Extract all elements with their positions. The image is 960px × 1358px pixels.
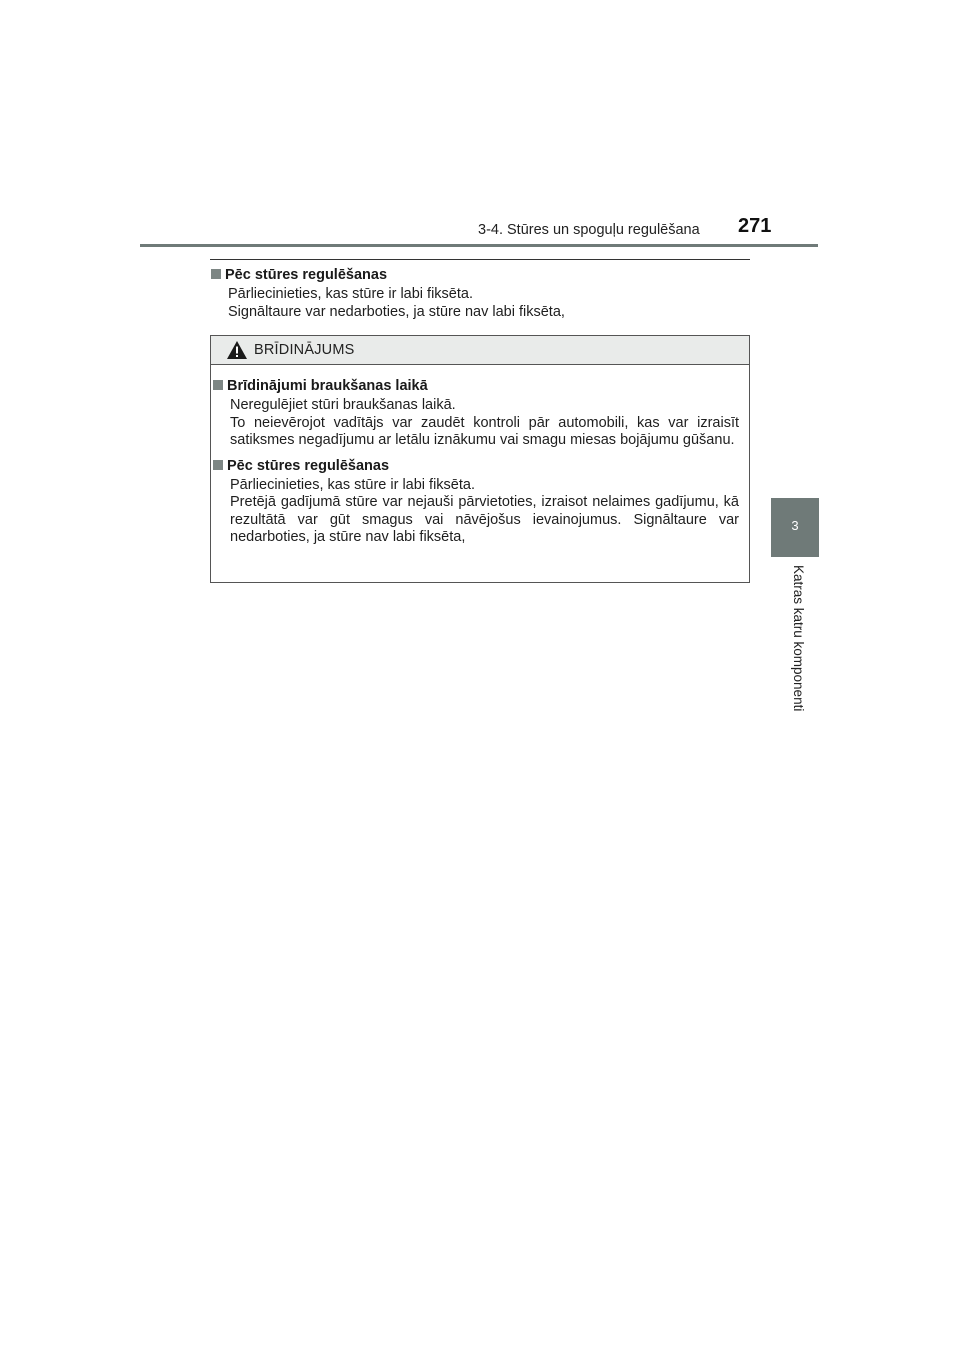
- warning-item-body: [230, 397, 739, 450]
- warning-triangle-icon: [226, 340, 248, 360]
- warning-line: To neievērojot vadītājs var zaudēt kontroli pār automobili, kas var izraisīt satiksmes negadījumu ar letālu iznākumu vai smagu miesas bojājumu gūšanu.: [230, 414, 739, 448]
- warning-line: Pārliecinieties, kas stūre ir labi fiksēta.: [230, 476, 475, 493]
- page-number: 271: [738, 215, 772, 237]
- section-divider: [210, 259, 750, 260]
- warning-item-heading-text: Brīdinājumi braukšanas laikā: [227, 378, 428, 394]
- warning-line: Pretējā gadījumā stūre var nejauši pārvietoties, izraisot nelaimes gadījumu, kā rezultātā var gūt smagus vai nāvējošus ievainojumus. Signāltaure var nedarboties, ja stūre nav labi fiksēta,: [230, 494, 739, 545]
- chapter-label: Katras katru komponenti: [791, 565, 806, 712]
- warning-item: [213, 378, 739, 450]
- intro-line: Pārliecinieties, kas stūre ir labi fiksēta.: [228, 286, 473, 302]
- header-rule: [140, 244, 818, 247]
- warning-content: [211, 365, 749, 547]
- warning-item-heading-text: Pēc stūres regulēšanas: [227, 457, 390, 474]
- intro-heading-text: Pēc stūres regulēšanas: [225, 267, 388, 283]
- intro-body: [228, 286, 749, 321]
- chapter-tab: [771, 498, 819, 557]
- warning-title: BRĪDINĀJUMS: [254, 342, 355, 358]
- bullet-square-icon: [213, 380, 223, 390]
- bullet-square-icon: [211, 269, 221, 279]
- warning-line: Neregulējiet stūri braukšanas laikā.: [230, 397, 456, 413]
- warning-item: [213, 458, 739, 547]
- section-title: 3-4. Stūres un spoguļu regulēšana: [478, 222, 700, 238]
- chapter-number: 3: [791, 518, 799, 533]
- intro-section: [211, 267, 749, 321]
- intro-line: Signāltaure var nedarboties, ja stūre nav labi fiksēta,: [228, 303, 565, 320]
- warning-box: [210, 335, 750, 583]
- warning-item-body: [230, 477, 739, 547]
- warning-item-heading: [213, 458, 739, 474]
- warning-item-heading: [213, 378, 739, 394]
- warning-header: [211, 336, 749, 365]
- intro-heading: [211, 267, 749, 283]
- bullet-square-icon: [213, 460, 223, 470]
